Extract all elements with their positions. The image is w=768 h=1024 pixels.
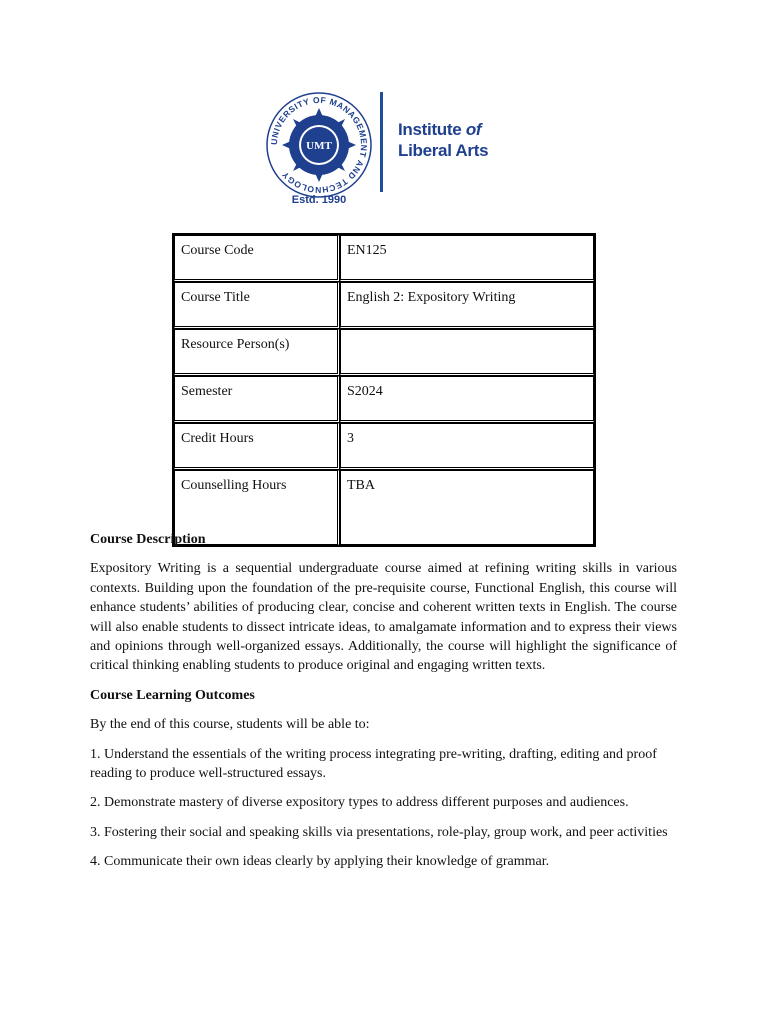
document-body — [90, 530, 677, 882]
svg-text:UNIVERSITY OF MANAGEMENT AND T: UNIVERSITY OF MANAGEMENT AND TECHNOLOGY — [268, 94, 370, 196]
table-row — [174, 376, 594, 423]
section-heading-outcomes: Course Learning Outcomes — [90, 687, 255, 703]
section-heading-description: Course Description — [90, 532, 206, 547]
established-year: Estd. 1990 — [291, 194, 347, 206]
outcome-item: 4. Communicate their own ideas clearly by applying their knowledge of grammar. — [90, 854, 550, 870]
outcome-item: 2. Demonstrate mastery of diverse expository types to address different purposes and audiences. — [90, 795, 629, 811]
outcome-item: 3. Fostering their social and speaking skills via presentations, role-play, group work, and peer activities — [90, 824, 668, 840]
description-paragraph: Expository Writing is a sequential undergraduate course aimed at refining writing skills in various contexts. Building upon the foundation of the pre-requisite course, Functional English, this course will enhance students’ abilities of producing clear, concise and coherent written texts in English. The course will also enable students to dissect intricate ideas, to amalgamate information and to express their views and opinions through well-organized essays. Additionally, the course will highlight the significance of critical thinking enabling students to produce original and engaging written texts. — [90, 561, 677, 674]
outcome-item: 1. Understand the essentials of the writing process integrating pre-writing, drafting, editing and proof reading to produce well-structured essays. — [90, 746, 657, 782]
course-info-table — [172, 233, 596, 547]
row-label: Course Code — [174, 235, 340, 282]
row-value — [340, 329, 594, 376]
outcomes-intro: By the end of this course, students will be able to: — [90, 717, 370, 733]
row-value: EN125 — [340, 235, 594, 282]
row-value: 3 — [340, 423, 594, 470]
row-value: TBA — [340, 470, 594, 545]
table-row — [174, 235, 594, 282]
logo-divider — [380, 92, 383, 192]
row-label: Counselling Hours — [174, 470, 340, 545]
row-value: English 2: Expository Writing — [340, 282, 594, 329]
header-logo — [264, 90, 514, 208]
row-label: Credit Hours — [174, 423, 340, 470]
table-row — [174, 282, 594, 329]
seal-initials: UMT — [306, 140, 332, 152]
table-row — [174, 329, 594, 376]
row-value: S2024 — [340, 376, 594, 423]
row-label: Resource Person(s) — [174, 329, 340, 376]
row-label: Course Title — [174, 282, 340, 329]
table-row — [174, 423, 594, 470]
row-label: Semester — [174, 376, 340, 423]
university-seal-icon — [264, 90, 374, 200]
institute-name: Institute of Liberal Arts — [398, 120, 489, 160]
